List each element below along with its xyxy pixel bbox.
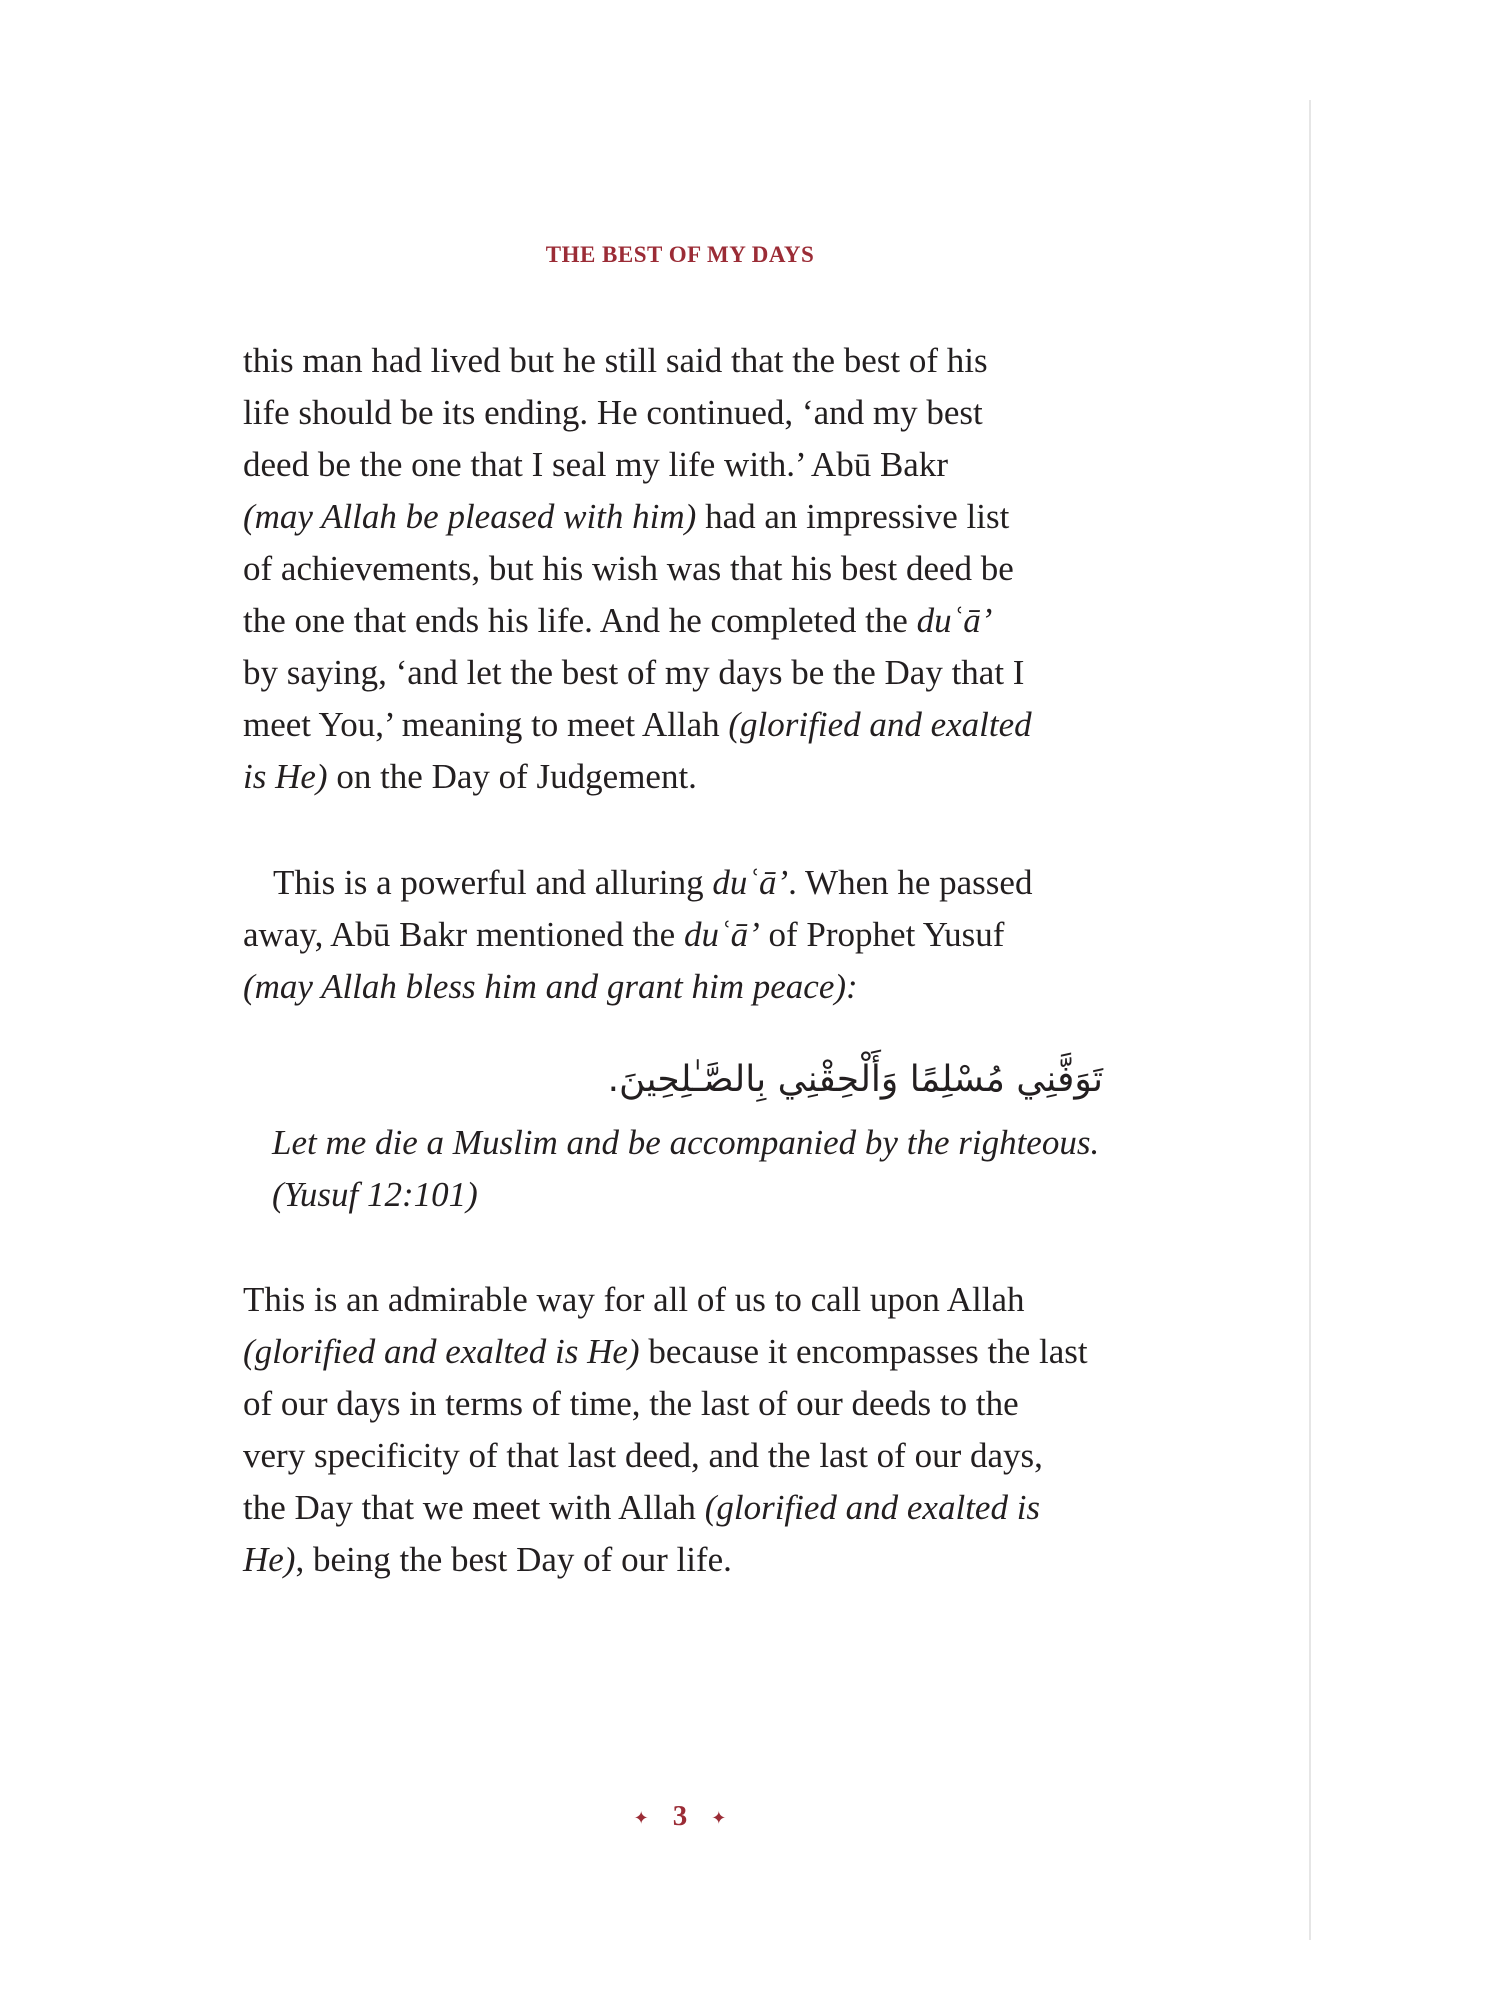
honorific: (glorified and exalted [728,705,1032,744]
text-run: the one that ends his life. And he completed the [243,601,917,640]
honorific: (may Allah bless him and grant him peace): [243,967,858,1006]
paragraph-1 [243,335,1123,803]
text-line: This is an admirable way for all of us to call upon Allah [243,1280,1025,1319]
text-run: had an impressive list [696,497,1010,536]
text-run: of Prophet Yusuf [759,915,1005,954]
text-run: the Day that we meet with Allah [243,1488,705,1527]
text-line [243,595,1123,647]
text-run: on the Day of Judgement. [327,757,697,796]
page-edge-rule [1309,100,1311,1940]
text-line: life should be its ending. He continued, ‘and my best [243,393,983,432]
text-run: This is a powerful and alluring [273,863,713,902]
text-run: , being the best Day of our life. [295,1540,732,1579]
text-line: of achievements, but his wish was that his best deed be [243,549,1014,588]
text-line: deed be the one that I seal my life with.’ Abū Bakr [243,445,948,484]
translation-line: Let me die a Muslim and be accompanied by the righteous. [272,1123,1100,1162]
text-line [243,909,1123,961]
text-line [243,857,1123,909]
text-line [243,491,1123,543]
page-number: 3 [672,1800,688,1832]
text-line [243,751,1123,803]
text-line: very specificity of that last deed, and the last of our days, [243,1436,1043,1475]
text-line: by saying, ‘and let the best of my days be the Day that I [243,653,1025,692]
text-run: . When he passed [788,863,1033,902]
verse-translation [272,1117,1122,1221]
text-line: of our days in terms of time, the last of our deeds to the [243,1384,1019,1423]
ornament-left-icon: ✦ [633,1807,649,1828]
arabic-verse: تَوَفَّنِي مُسْلِمًا وَأَلْحِقْنِي بِالصَّـٰلِحِينَ. [607,1059,1103,1100]
paragraph-3 [243,1274,1123,1586]
text-run: because it encompasses the last [639,1332,1088,1371]
transliteration: duʿā’ [683,915,760,954]
text-line [243,1534,1123,1586]
honorific: (glorified and exalted is [704,1488,1041,1527]
text-line [243,1326,1123,1378]
honorific: (glorified and exalted is He) [243,1332,640,1371]
running-head: THE BEST OF MY DAYS [545,242,815,267]
text-line: this man had lived but he still said that the best of his [243,341,988,380]
text-line [243,1482,1123,1534]
text-line [243,699,1123,751]
honorific: is He) [243,757,328,796]
text-run: away, Abū Bakr mentioned the [243,915,684,954]
transliteration: duʿā’ [916,601,993,640]
paragraph-2 [243,857,1123,1013]
verse-reference: (Yusuf 12:101) [272,1175,478,1214]
transliteration: duʿā’ [712,863,789,902]
text-run: meet You,’ meaning to meet Allah [243,705,729,744]
text-line [243,961,1123,1013]
honorific: He) [243,1540,296,1579]
page-folio [600,1800,760,1833]
honorific: (may Allah be pleased with him) [243,497,697,536]
ornament-right-icon: ✦ [711,1807,727,1828]
